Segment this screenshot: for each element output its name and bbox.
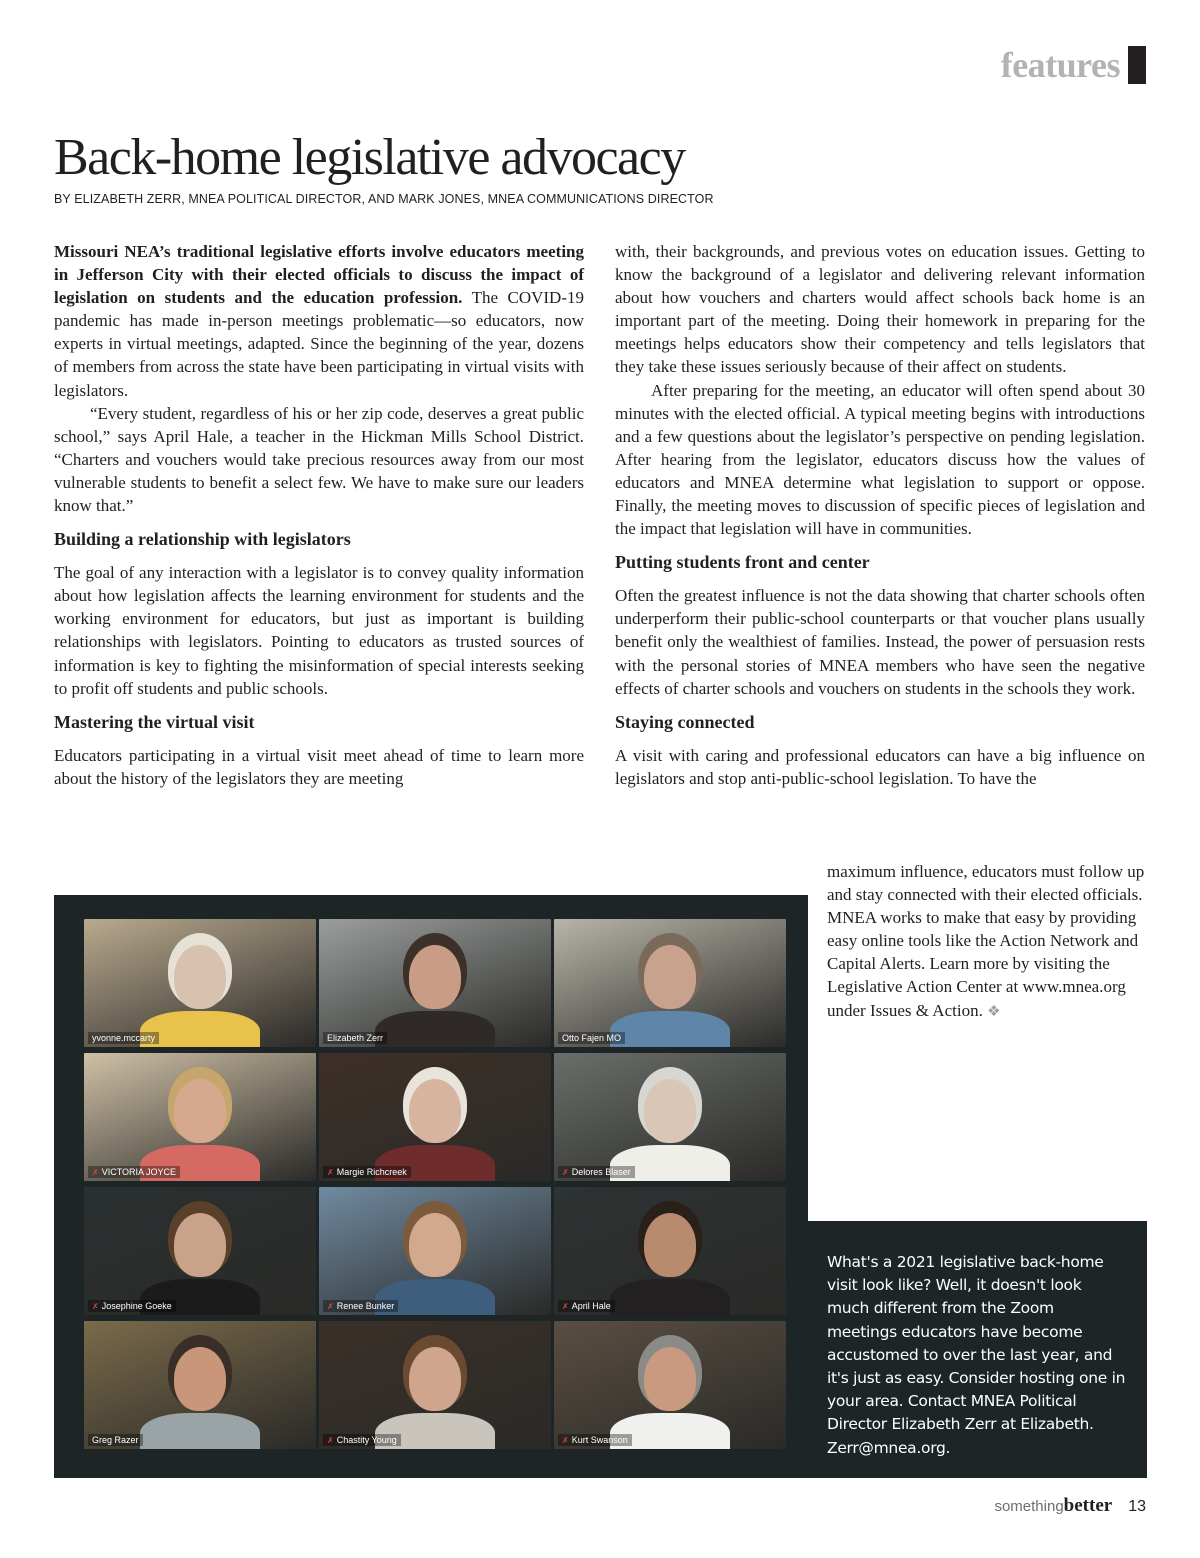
participant-name-label xyxy=(558,1032,625,1044)
muted-mic-icon: ✗ xyxy=(562,1436,569,1445)
participant-name-label xyxy=(558,1166,635,1178)
participant-face xyxy=(174,945,226,1009)
article-byline: BY ELIZABETH ZERR, MNEA POLITICAL DIRECTOR, AND MARK JONES, MNEA COMMUNICATIONS DIRECTOR xyxy=(54,192,714,206)
paragraph-connected-start: A visit with caring and professional educators can have a big influence on legislators and stop anti-public-school legislation. To have the xyxy=(615,745,1145,788)
video-tile xyxy=(319,1053,551,1181)
subhead-relationship: Building a relationship with legislators xyxy=(54,529,351,550)
participant-face xyxy=(644,1079,696,1143)
participant-name: Delores Blaser xyxy=(571,1167,631,1177)
magazine-name-part1: something xyxy=(994,1498,1064,1515)
article-column-left xyxy=(54,240,584,790)
video-tile xyxy=(319,1187,551,1315)
muted-mic-icon: ✗ xyxy=(327,1436,334,1445)
participant-name: April Hale xyxy=(571,1301,611,1311)
participant-name-label xyxy=(88,1434,143,1446)
participant-name: Greg Razer xyxy=(92,1435,139,1445)
article-column-right xyxy=(615,240,1145,790)
paragraph-virtual-visit-continued: with, their backgrounds, and previous votes on education issues. Getting to know the background of a legislator and delivering relevant information about how vouchers and charters would affect schools back home is an important part of the meeting. Doing their homework in preparing for the meetings helps educators show their competency and tells legislators that they take these issues seriously because of their affect on students. xyxy=(615,242,1145,377)
video-tile xyxy=(554,1321,786,1449)
lead-paragraph xyxy=(54,240,584,402)
participant-name-label xyxy=(88,1032,159,1044)
photo-caption-box xyxy=(808,1221,1147,1478)
video-tile xyxy=(84,1053,316,1181)
participant-name: Chastity Young xyxy=(336,1435,397,1445)
article-ending xyxy=(827,860,1145,1024)
muted-mic-icon: ✗ xyxy=(327,1168,334,1177)
participant-name: Elizabeth Zerr xyxy=(327,1033,384,1043)
participant-name-label xyxy=(323,1300,398,1312)
participant-name-label xyxy=(323,1032,387,1044)
participant-face xyxy=(409,1213,461,1277)
paragraph-after-preparing: After preparing for the meeting, an educator will often spend about 30 minutes with the elected official. A typical meeting begins with introductions and a few questions about the legislator’s perspective on pending legislation. After hearing from the legislator, educators discuss how the values of educators and MNEA determine what legislation to support or oppose. Finally, the meeting moves to discussion of specific pieces of legislation and the impact that legislation will have in communities. xyxy=(615,380,1145,539)
participant-face xyxy=(644,1213,696,1277)
participant-name: yvonne.mccarty xyxy=(92,1033,156,1043)
video-tile xyxy=(554,1187,786,1315)
quote-paragraph: “Every student, regardless of his or her zip code, deserves a great public school,” says April Hale, a teacher in the Hickman Mills School District. “Charters and vouchers would take precious resources away from our most vulnerable students to benefit a select few. We have to make sure our leaders know that.” xyxy=(54,403,584,516)
participant-shoulders xyxy=(610,1279,730,1315)
zoom-meeting-photo xyxy=(54,895,808,1478)
participant-face xyxy=(174,1079,226,1143)
video-tile xyxy=(84,919,316,1047)
lead-paragraph-bold: Missouri NEA’s traditional legislative efforts involve educators meeting in Jefferson City with their elected officials to discuss the impact of legislation on students and the education profession. xyxy=(54,242,584,308)
video-tile xyxy=(554,919,786,1047)
participant-name: Renee Bunker xyxy=(336,1301,395,1311)
subhead-virtual-visit: Mastering the virtual visit xyxy=(54,711,255,732)
end-of-article-icon: ❖ xyxy=(987,1003,1001,1020)
participant-name-label xyxy=(323,1166,411,1178)
section-marker-bar xyxy=(1128,46,1146,84)
participant-face xyxy=(409,945,461,1009)
muted-mic-icon: ✗ xyxy=(562,1302,569,1311)
video-tile-grid xyxy=(84,919,786,1449)
participant-name: Kurt Swanson xyxy=(571,1435,628,1445)
participant-shoulders xyxy=(375,1011,495,1047)
video-tile xyxy=(554,1053,786,1181)
participant-shoulders xyxy=(610,1011,730,1047)
lead-paragraph-rest: The COVID-19 pandemic has made in-person meetings problematic—so educators, now experts in virtual meetings, adapted. Since the beginning of the year, dozens of members from across the state have been participating in virtual visits with legislators. xyxy=(54,288,584,400)
muted-mic-icon: ✗ xyxy=(562,1168,569,1177)
muted-mic-icon: ✗ xyxy=(92,1302,99,1311)
magazine-name-part2: better xyxy=(1063,1495,1113,1516)
subhead-connected: Staying connected xyxy=(615,711,755,732)
paragraph-students: Often the greatest influence is not the data showing that charter schools often underperform their public-school counterparts or that voucher plans usually benefit only the wealthiest of families. Instead, the power of persuasion rests with the personal stories of MNEA members who have seen the negative effects of charter schools and vouchers on students in the schools they work. xyxy=(615,586,1145,698)
page-number: 13 xyxy=(1128,1498,1146,1515)
participant-name: Josephine Goeke xyxy=(101,1301,172,1311)
participant-face xyxy=(644,1347,696,1411)
participant-name: Margie Richcreek xyxy=(336,1167,407,1177)
paragraph-relationship: The goal of any interaction with a legislator is to convey quality information about how legislation affects the learning environment for students and the working environment for educators, but just as important is building relationships with legislators. Pointing to educators as trusted sources of information is key to fighting the misinformation of special interests seeking to profit off students and public schools. xyxy=(54,563,584,698)
paragraph-connected-end-text: maximum influence, educators must follow up and stay connected with their elected officials. MNEA works to make that easy by providing easy online tools like the Action Network and Capital Alerts. Learn more by visiting the Legislative Action Center at www.mnea.org under Issues & Action. xyxy=(827,862,1145,1020)
section-label: features xyxy=(1000,45,1120,85)
participant-name-label xyxy=(323,1434,401,1446)
participant-face xyxy=(174,1347,226,1411)
participant-face xyxy=(174,1213,226,1277)
muted-mic-icon: ✗ xyxy=(92,1168,99,1177)
muted-mic-icon: ✗ xyxy=(327,1302,334,1311)
participant-face xyxy=(644,945,696,1009)
participant-name-label xyxy=(558,1300,615,1312)
participant-shoulders xyxy=(140,1413,260,1449)
participant-name-label xyxy=(88,1166,180,1178)
video-tile xyxy=(84,1321,316,1449)
video-tile xyxy=(84,1187,316,1315)
video-tile xyxy=(319,1321,551,1449)
subhead-students: Putting students front and center xyxy=(615,552,870,573)
participant-name-label xyxy=(558,1434,632,1446)
video-tile xyxy=(319,919,551,1047)
participant-name-label xyxy=(88,1300,176,1312)
participant-name: VICTORIA JOYCE xyxy=(101,1167,177,1177)
article-headline: Back-home legislative advocacy xyxy=(54,129,685,186)
participant-face xyxy=(409,1347,461,1411)
participant-face xyxy=(409,1079,461,1143)
paragraph-virtual-visit-start: Educators participating in a virtual visit meet ahead of time to learn more about the history of the legislators they are meeting xyxy=(54,745,584,788)
participant-name: Otto Fajen MO xyxy=(562,1033,622,1043)
paragraph-connected-end xyxy=(827,860,1145,1024)
page-footer xyxy=(994,1495,1146,1517)
photo-caption: What's a 2021 legislative back-home visit look like? Well, it doesn't look much different from the Zoom meetings educators have become accustomed to over the last year, and it's just as easy. Consider hosting one in your area. Contact MNEA Political Director Elizabeth Zerr at Elizabeth. Zerr@mnea.org. xyxy=(827,1253,1126,1457)
section-tag xyxy=(1001,44,1146,86)
